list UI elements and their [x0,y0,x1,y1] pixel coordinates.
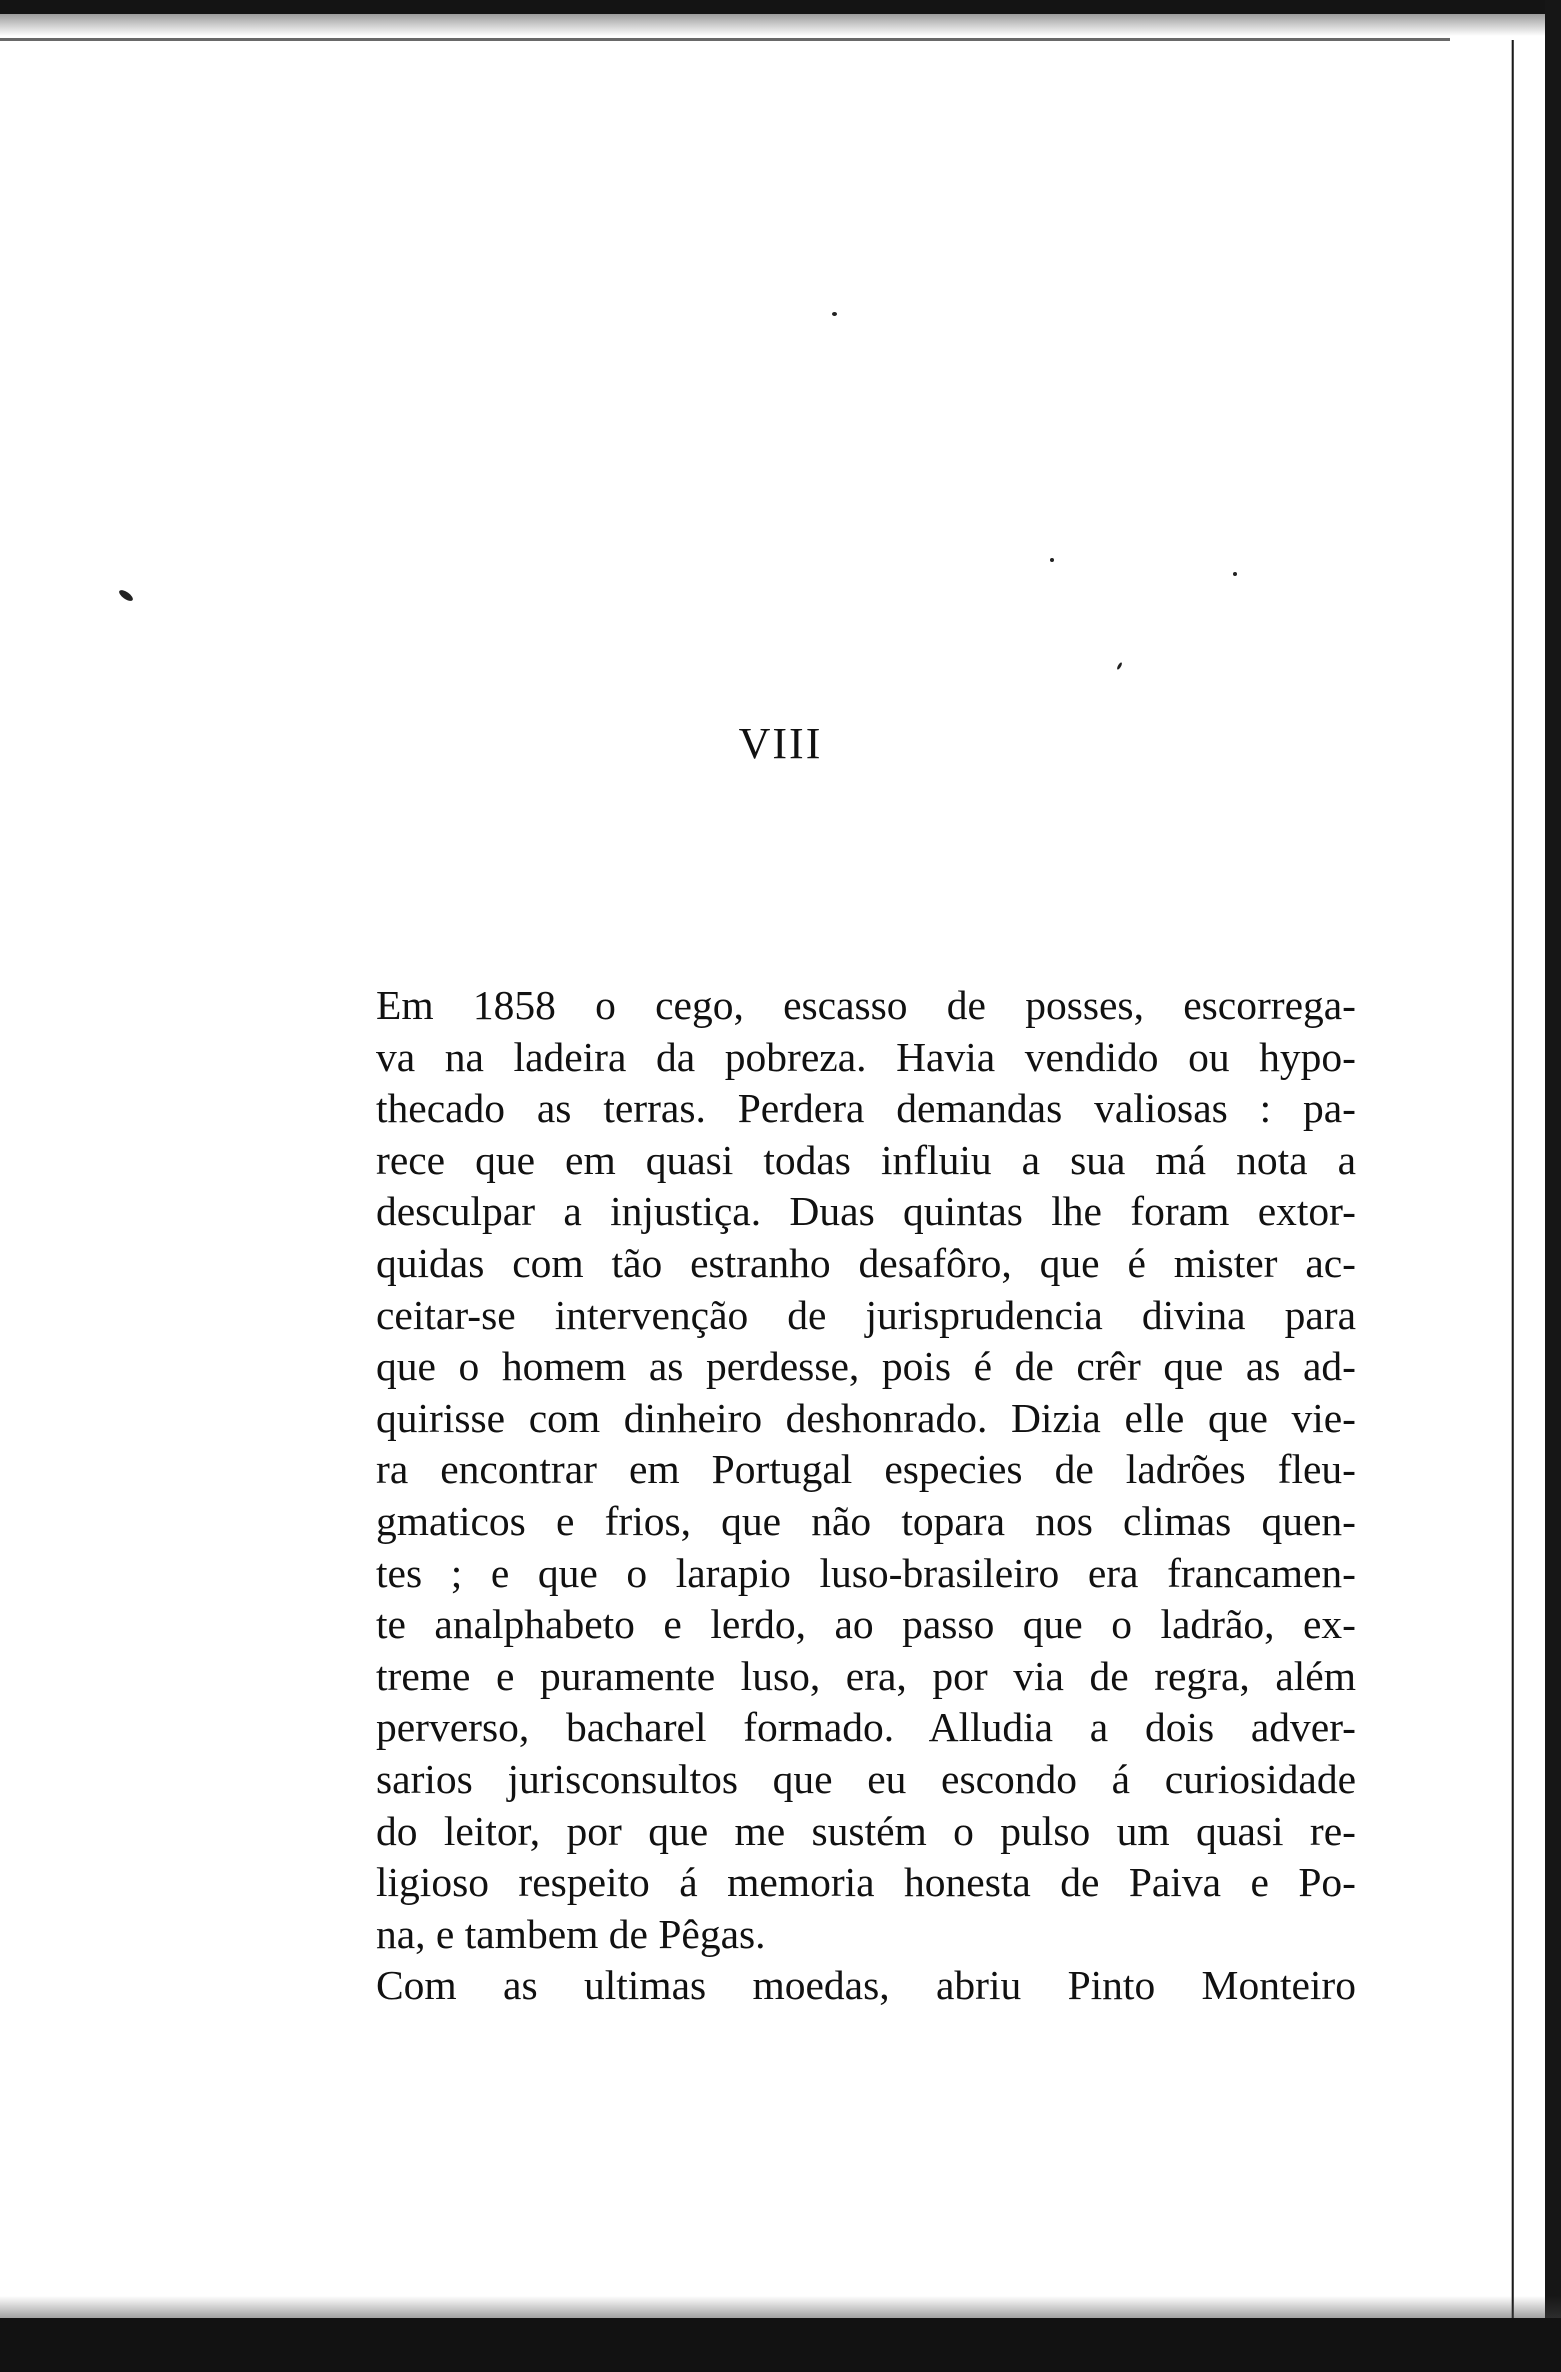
text-line: na, e tambem de Pêgas. [376,1910,766,1957]
text-line: sarios jurisconsultos que eu escondo á curiosidade [376,1755,1356,1802]
text-line: perverso, bacharel formado. Alludia a dois adver- [376,1704,1356,1751]
scan-edge-top [0,0,1561,14]
text-line: ligioso respeito á memoria honesta de Paiva e Po- [376,1859,1356,1906]
text-line: va na ladeira da pobreza. Havia vendido ou hypo- [376,1033,1356,1080]
text-line: treme e puramente luso, era, por via de regra, além [376,1652,1356,1699]
text-line: te analphabeto e lerdo, ao passo que o ladrão, ex- [376,1601,1356,1648]
text-line: ra encontrar em Portugal especies de ladrões fleu- [376,1446,1356,1493]
scan-speck [117,588,134,603]
paragraph [376,1960,1356,2012]
text-line: do leitor, por que me sustém o pulso um quasi re- [376,1807,1356,1854]
scan-edge-top-shadow [0,14,1561,36]
text-line: que o homem as perdesse, pois é de crêr que as ad- [376,1343,1356,1390]
text-line: quirisse com dinheiro deshonrado. Dizia elle que vie- [376,1394,1356,1441]
chapter-body [376,980,1356,2012]
text-line: ceitar-se intervenção de jurisprudencia divina para [376,1291,1356,1338]
text-line: desculpar a injustiça. Duas quintas lhe foram extor- [376,1188,1356,1235]
scan-edge-bottom [0,2318,1561,2372]
scan-edge-bottom-shadow [0,2296,1561,2318]
scan-speck [1233,572,1237,576]
text-line: Em 1858 o cego, escasso de posses, escorrega- [376,982,1356,1028]
scan-speck [832,312,837,316]
paragraph [376,980,1356,1960]
scan-edge-right-dark [1545,0,1561,2372]
text-line: tes ; e que o larapio luso-brasileiro era francamen- [376,1549,1356,1596]
scan-speck [1116,662,1123,670]
chapter-heading: VIII [738,719,823,768]
scan-edge-top-line [0,38,1450,41]
text-line: gmaticos e frios, que não topara nos climas quen- [376,1497,1356,1544]
text-line: quidas com tão estranho desafôro, que é mister ac- [376,1239,1356,1286]
scan-speck [1050,558,1054,562]
text-line: Com as ultimas moedas, abriu Pinto Monteiro [376,1962,1356,2009]
text-line: rece que em quasi todas influiu a sua má nota a [376,1136,1356,1183]
text-line: thecado as terras. Perdera demandas valiosas : pa- [376,1085,1356,1132]
